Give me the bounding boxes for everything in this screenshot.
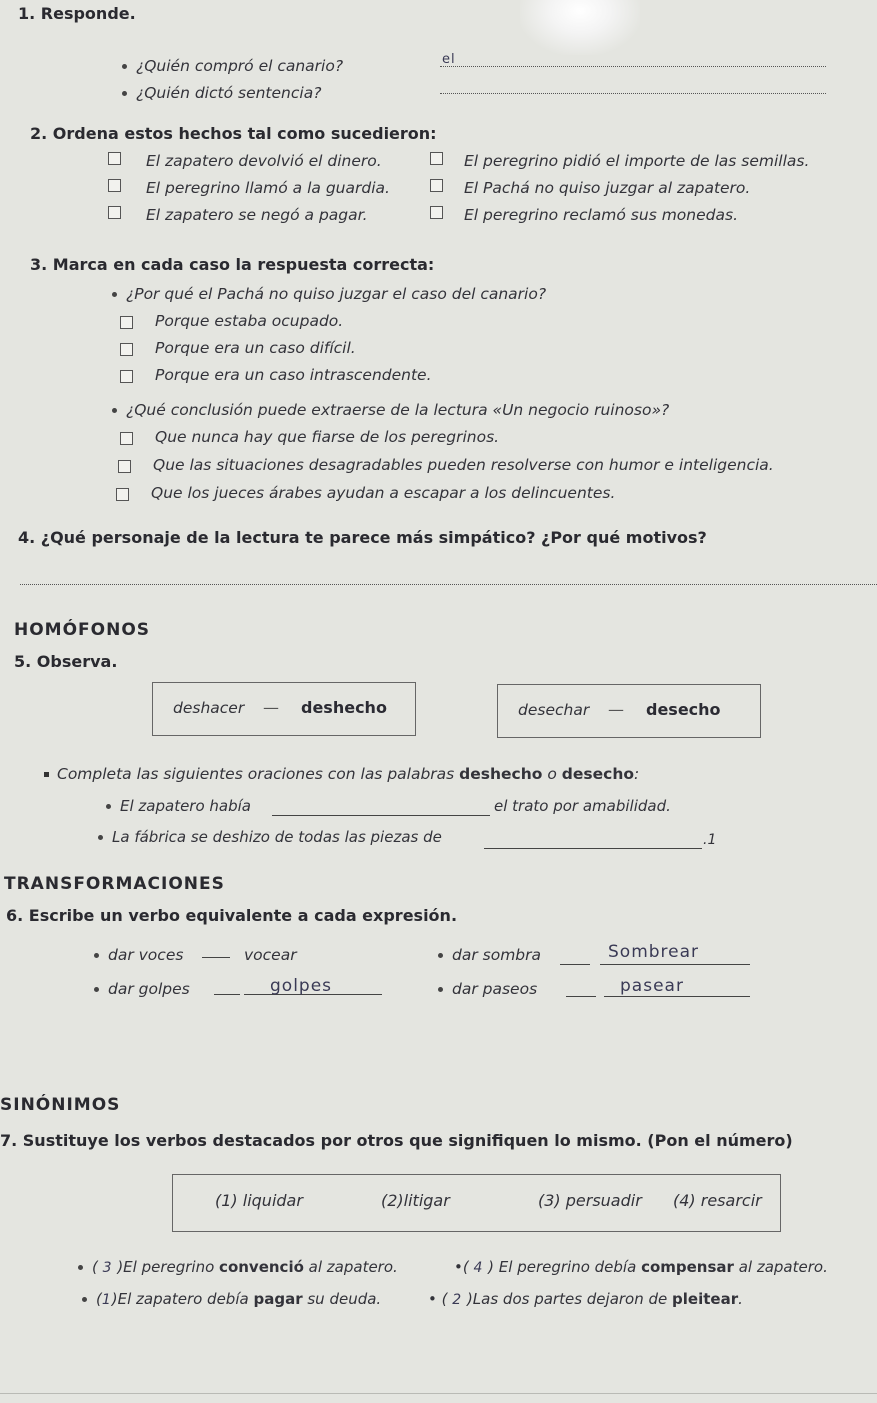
checkbox[interactable] bbox=[430, 152, 443, 165]
checkbox[interactable] bbox=[120, 316, 133, 329]
section-heading-sinonimos: SINÓNIMOS bbox=[0, 1095, 121, 1115]
bullet-icon bbox=[106, 804, 111, 809]
q6-dash bbox=[566, 996, 596, 997]
verb-options-box bbox=[172, 1174, 781, 1232]
q6-title: 6. Escribe un verbo equivalente a cada expresión. bbox=[6, 906, 458, 925]
q5-sentence-2-start: La fábrica se deshizo de todas las piezas de bbox=[98, 828, 442, 846]
word-desechar: desechar bbox=[518, 701, 590, 719]
q3-option-3: Porque era un caso intrascendente. bbox=[155, 366, 432, 384]
option-persuadir: (3) persuadir bbox=[538, 1191, 642, 1210]
q4-answer-line[interactable] bbox=[20, 584, 877, 585]
checkbox[interactable] bbox=[430, 206, 443, 219]
word-box-deshacer bbox=[152, 682, 416, 736]
q7-answer-2: 4 bbox=[473, 1260, 484, 1276]
q6-answer-4: pasear bbox=[620, 976, 684, 996]
q5-blank-1[interactable] bbox=[272, 815, 490, 816]
light-glare bbox=[520, 0, 640, 55]
q6-blank-4[interactable] bbox=[604, 996, 750, 997]
q1-answer-line-1[interactable] bbox=[440, 66, 826, 67]
q7-title: 7. Sustituye los verbos destacados por otros que signifiquen lo mismo. (Pon el número) bbox=[0, 1131, 793, 1150]
option-liquidar: (1) liquidar bbox=[215, 1191, 303, 1210]
checkbox[interactable] bbox=[108, 206, 121, 219]
q7-sentence-4: • ( 2 )Las dos partes dejaron de pleitear. bbox=[428, 1290, 743, 1308]
q5-instruction: Completa las siguientes oraciones con las palabras deshecho o desecho: bbox=[44, 765, 639, 783]
bullet-icon bbox=[112, 292, 117, 297]
q5-sentence-2-end: .1 bbox=[703, 832, 717, 848]
q7-sentence-2: •( 4 ) El peregrino debía compensar al zapatero. bbox=[454, 1258, 828, 1276]
q2-right-3: El peregrino reclamó sus monedas. bbox=[464, 206, 738, 224]
bullet-icon bbox=[438, 953, 443, 958]
checkbox[interactable] bbox=[118, 460, 131, 473]
q3-title: 3. Marca en cada caso la respuesta correcta: bbox=[30, 255, 435, 274]
q5-blank-2[interactable] bbox=[484, 848, 702, 849]
q3-question-1: ¿Por qué el Pachá no quiso juzgar el caso del canario? bbox=[112, 285, 546, 303]
q7-answer-1: 3 bbox=[102, 1260, 113, 1276]
section-heading-transformaciones: TRANSFORMACIONES bbox=[4, 874, 225, 894]
checkbox[interactable] bbox=[120, 343, 133, 356]
q2-left-1: El zapatero devolvió el dinero. bbox=[146, 152, 382, 170]
q2-title: 2. Ordena estos hechos tal como sucedieron: bbox=[30, 124, 437, 143]
q5-sentence-1-end: el trato por amabilidad. bbox=[494, 797, 671, 815]
option-resarcir: (4) resarcir bbox=[673, 1191, 762, 1210]
q1-item-1: ¿Quién compró el canario? bbox=[122, 57, 343, 75]
q6-expr-2: dar golpes bbox=[94, 980, 190, 998]
word-deshecho: deshecho bbox=[301, 698, 387, 717]
q5-title: 5. Observa. bbox=[14, 652, 118, 671]
bullet-icon bbox=[98, 835, 103, 840]
q6-answer-1: vocear bbox=[244, 946, 297, 964]
checkbox[interactable] bbox=[116, 488, 129, 501]
bullet-icon bbox=[94, 953, 99, 958]
bullet-icon bbox=[112, 408, 117, 413]
q7-answer-4: 2 bbox=[452, 1292, 463, 1308]
q3-option-6: Que los jueces árabes ayudan a escapar a los delincuentes. bbox=[151, 484, 616, 502]
q1-answer-line-2[interactable] bbox=[440, 93, 826, 94]
q2-left-3: El zapatero se negó a pagar. bbox=[146, 206, 368, 224]
q1-answer-1: el bbox=[442, 52, 456, 67]
q1-title: 1. Responde. bbox=[18, 4, 136, 23]
checkbox[interactable] bbox=[120, 370, 133, 383]
word-deshacer: deshacer bbox=[173, 699, 245, 717]
q7-sentence-3: (1)El zapatero debía pagar su deuda. bbox=[82, 1290, 381, 1308]
bullet-icon bbox=[82, 1297, 87, 1302]
q6-answer-2: golpes bbox=[270, 976, 333, 996]
q3-option-5: Que las situaciones desagradables pueden resolverse con humor e inteligencia. bbox=[153, 456, 774, 474]
bullet-icon bbox=[438, 987, 443, 992]
q1-item-2: ¿Quién dictó sentencia? bbox=[122, 84, 321, 102]
q4-title: 4. ¿Qué personaje de la lectura te parece más simpático? ¿Por qué motivos? bbox=[18, 528, 707, 547]
q6-dash bbox=[560, 964, 590, 965]
q6-blank-3[interactable] bbox=[600, 964, 750, 965]
q6-expr-1: dar voces bbox=[94, 946, 183, 964]
checkbox[interactable] bbox=[108, 179, 121, 192]
q6-dash bbox=[202, 957, 230, 958]
checkbox[interactable] bbox=[120, 432, 133, 445]
q7-answer-3: 1 bbox=[101, 1292, 112, 1308]
q2-right-1: El peregrino pidió el importe de las semillas. bbox=[464, 152, 810, 170]
q5-sentence-1-start: El zapatero había bbox=[106, 797, 251, 815]
q6-dash bbox=[214, 994, 240, 995]
q6-answer-3: Sombrear bbox=[608, 942, 700, 962]
q3-option-2: Porque era un caso difícil. bbox=[155, 339, 356, 357]
word-desecho: desecho bbox=[646, 700, 721, 719]
square-bullet-icon bbox=[44, 772, 49, 777]
q3-option-4: Que nunca hay que fiarse de los peregrinos. bbox=[155, 428, 500, 446]
word-box-desechar bbox=[497, 684, 761, 738]
q2-left-2: El peregrino llamó a la guardia. bbox=[146, 179, 390, 197]
bullet-icon bbox=[122, 91, 127, 96]
checkbox[interactable] bbox=[430, 179, 443, 192]
dash-icon: — bbox=[608, 700, 624, 719]
bullet-icon bbox=[78, 1265, 83, 1270]
bullet-icon bbox=[94, 987, 99, 992]
bullet-icon bbox=[122, 64, 127, 69]
page-bottom-divider bbox=[0, 1393, 877, 1394]
checkbox[interactable] bbox=[108, 152, 121, 165]
q2-right-2: El Pachá no quiso juzgar al zapatero. bbox=[464, 179, 751, 197]
q6-expr-3: dar sombra bbox=[438, 946, 541, 964]
section-heading-homofonos: HOMÓFONOS bbox=[14, 620, 151, 640]
q3-question-2: ¿Qué conclusión puede extraerse de la lectura «Un negocio ruinoso»? bbox=[112, 401, 669, 419]
q3-option-1: Porque estaba ocupado. bbox=[155, 312, 344, 330]
q7-sentence-1: ( 3 )El peregrino convenció al zapatero. bbox=[78, 1258, 398, 1276]
dash-icon: — bbox=[263, 698, 279, 717]
q6-expr-4: dar paseos bbox=[438, 980, 537, 998]
option-litigar: (2)litigar bbox=[381, 1191, 450, 1210]
